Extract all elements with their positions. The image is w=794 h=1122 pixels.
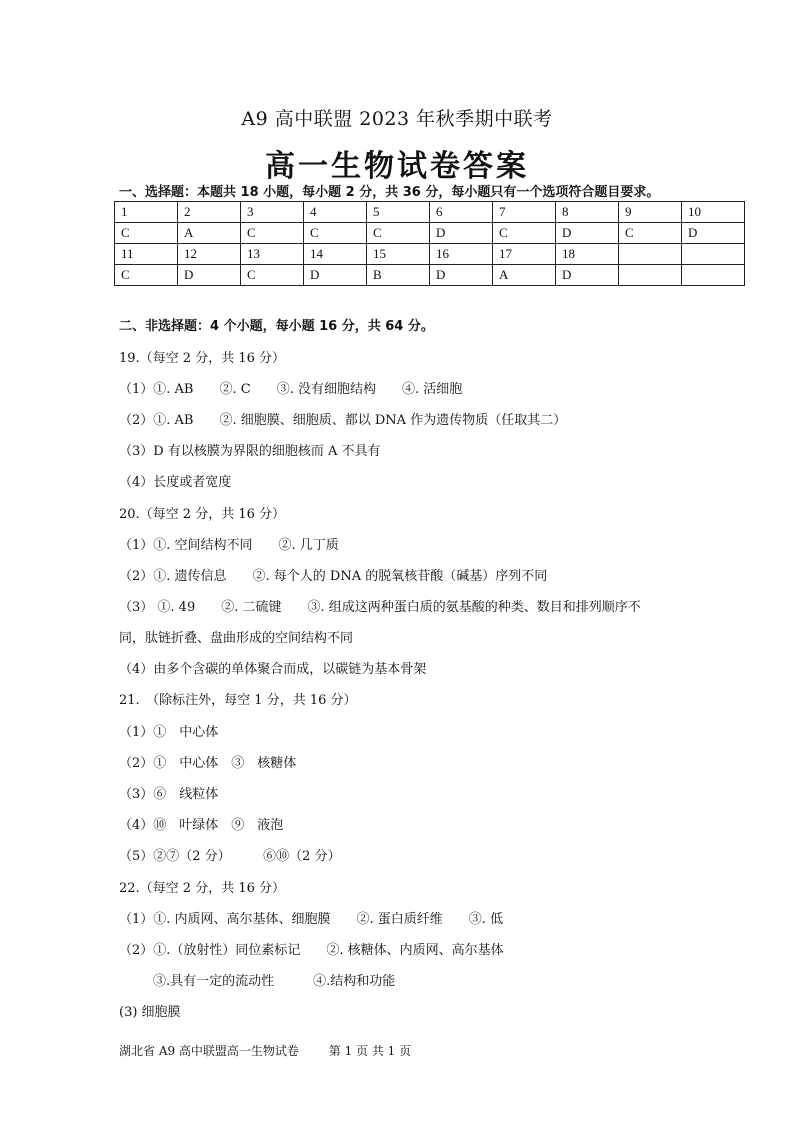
table-row: [115, 244, 745, 265]
table-cell: 10: [682, 202, 745, 223]
table-cell: 18: [556, 244, 619, 265]
table-cell: 11: [115, 244, 178, 265]
table-cell: 14: [304, 244, 367, 265]
table-cell: D: [430, 223, 493, 244]
answer-line: （4）由多个含碳的单体聚合而成，以碳链为基本骨架: [119, 662, 427, 677]
table-cell: C: [367, 223, 430, 244]
table-cell: [682, 265, 745, 286]
table-cell: 1: [115, 202, 178, 223]
answer-table: [114, 201, 745, 286]
answer-line: (3) 细胞膜: [119, 1005, 181, 1020]
answer-line: 同，肽链折叠、盘曲形成的空间结构不同: [119, 631, 354, 646]
table-cell: 15: [367, 244, 430, 265]
table-cell: [682, 244, 745, 265]
answer-line: （1）① 中心体: [119, 725, 219, 740]
section1-heading: 一、选择题：本题共 18 小题，每小题 2 分，共 36 分，每小题只有一个选项符合题目要求。: [119, 185, 660, 200]
table-cell: C: [304, 223, 367, 244]
table-cell: 3: [241, 202, 304, 223]
answer-line: （3）D 有以核膜为界限的细胞核而 A 不具有: [119, 444, 381, 459]
answer-line: 22.（每空 2 分，共 16 分）: [119, 881, 286, 896]
table-row: [115, 223, 745, 244]
answer-line: （2）①.（放射性）同位素标记 ②. 核糖体、内质网、高尔基体: [119, 943, 504, 958]
answer-line: （3） ①. 49 ②. 二硫键 ③. 组成这两种蛋白质的氨基酸的种类、数目和排列顺序不: [119, 600, 641, 615]
table-cell: 4: [304, 202, 367, 223]
table-cell: 16: [430, 244, 493, 265]
table-cell: 12: [178, 244, 241, 265]
table-cell: 7: [493, 202, 556, 223]
table-cell: C: [115, 265, 178, 286]
footer-school: 湖北省 A9 高中联盟高一生物试卷: [119, 1044, 299, 1058]
table-cell: 17: [493, 244, 556, 265]
answer-line: 21. （除标注外，每空 1 分，共 16 分）: [119, 693, 357, 708]
answer-line: （1）①. 空间结构不同 ②. 几丁质: [119, 538, 339, 553]
table-cell: [619, 265, 682, 286]
answer-line: （1）①. AB ②. C ③. 没有细胞结构 ④. 活细胞: [119, 382, 463, 397]
answer-line: 20.（每空 2 分，共 16 分）: [119, 507, 286, 522]
answer-line: （3）⑥ 线粒体: [119, 787, 219, 802]
table-cell: D: [430, 265, 493, 286]
table-row: [115, 202, 745, 223]
table-cell: 6: [430, 202, 493, 223]
table-cell: 5: [367, 202, 430, 223]
table-cell: 2: [178, 202, 241, 223]
table-cell: D: [682, 223, 745, 244]
answer-line: （2）①. 遗传信息 ②. 每个人的 DNA 的脱氧核苷酸（碱基）序列不同: [119, 569, 548, 584]
answer-line: （1）①. 内质网、高尔基体、细胞膜 ②. 蛋白质纤维 ③. 低: [119, 912, 504, 927]
table-cell: D: [304, 265, 367, 286]
answer-line: （2）① 中心体 ③ 核糖体: [119, 756, 297, 771]
table-cell: D: [556, 265, 619, 286]
table-cell: D: [556, 223, 619, 244]
table-cell: 13: [241, 244, 304, 265]
footer-page-number: 第 1 页 共 1 页: [328, 1044, 412, 1058]
answer-line: （5）②⑦（2 分） ⑥⑩（2 分）: [119, 849, 341, 864]
table-cell: B: [367, 265, 430, 286]
page-footer: [119, 1042, 411, 1059]
table-cell: 9: [619, 202, 682, 223]
table-cell: C: [115, 223, 178, 244]
exam-title: A9 高中联盟 2023 年秋季期中联考: [241, 108, 553, 130]
table-cell: C: [619, 223, 682, 244]
table-cell: C: [241, 265, 304, 286]
table-cell: D: [178, 265, 241, 286]
table-cell: C: [241, 223, 304, 244]
answer-line: （4）⑩ 叶绿体 ⑨ 液泡: [119, 818, 284, 833]
answer-line: 19.（每空 2 分，共 16 分）: [119, 351, 286, 366]
answer-line: （2）①. AB ②. 细胞膜、细胞质、都以 DNA 作为遗传物质（任取其二）: [119, 413, 567, 428]
table-cell: C: [493, 223, 556, 244]
section2-heading: 二、非选择题：4 个小题，每小题 16 分，共 64 分。: [119, 319, 434, 334]
table-cell: A: [178, 223, 241, 244]
answer-line: （4）长度或者宽度: [119, 475, 232, 490]
answer-line: ③.具有一定的流动性 ④.结构和功能: [153, 974, 396, 989]
table-cell: A: [493, 265, 556, 286]
table-cell: 8: [556, 202, 619, 223]
table-cell: [619, 244, 682, 265]
table-row: [115, 265, 745, 286]
document-title: 高一生物试卷答案: [265, 149, 529, 184]
